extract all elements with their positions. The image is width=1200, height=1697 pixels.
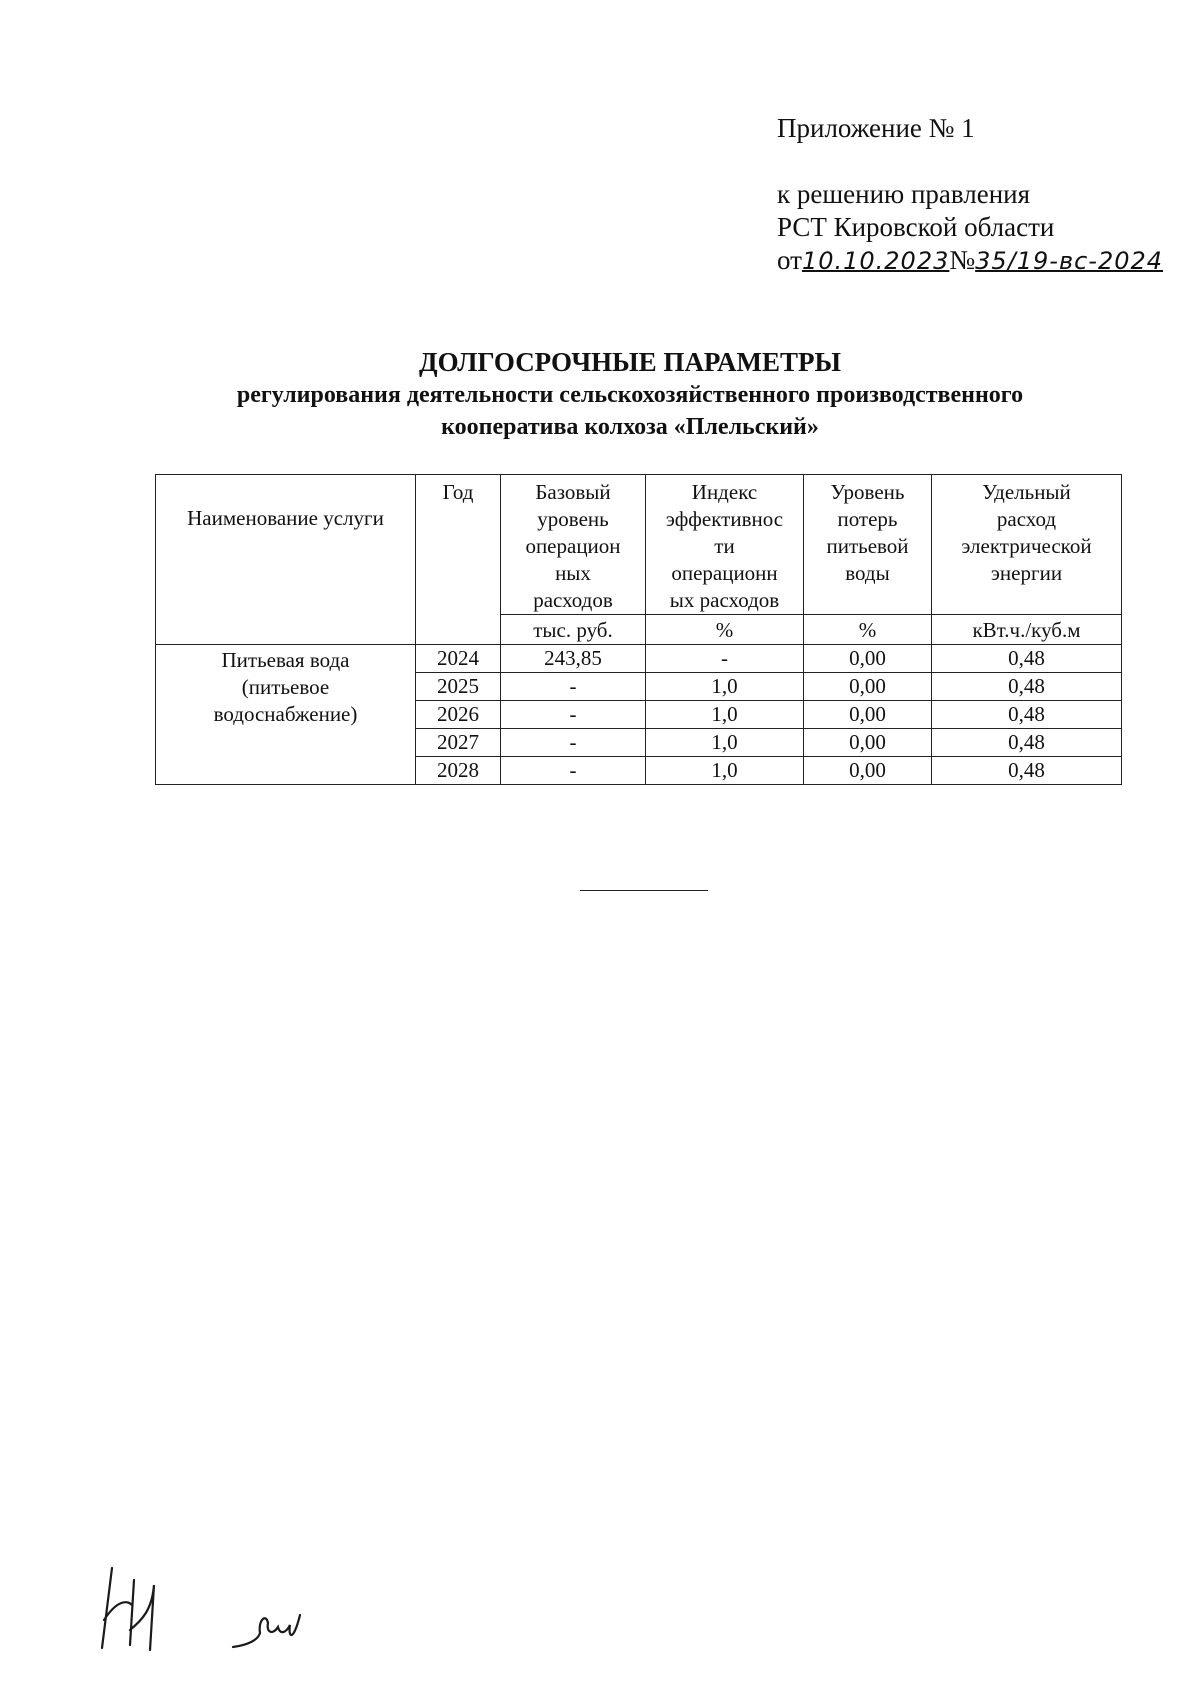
document-title <box>150 345 1110 443</box>
title-line-3: кооператива колхоза «Плельский» <box>441 414 819 440</box>
row-energy: 0,48 <box>932 645 1122 673</box>
appendix-line-1: к решению правления <box>777 179 1031 209</box>
row-loss: 0,00 <box>804 673 932 701</box>
row-energy: 0,48 <box>932 729 1122 757</box>
decision-date-line <box>777 244 1163 278</box>
row-energy: 0,48 <box>932 757 1122 785</box>
appendix-line-2: РСТ Кировской области <box>777 212 1055 242</box>
row-energy: 0,48 <box>932 673 1122 701</box>
header-base-level: Базовый уровень операцион ных расходов <box>501 475 646 615</box>
unit-loss: % <box>804 615 932 645</box>
row-index: 1,0 <box>646 757 804 785</box>
service-name: Питьевая вода (питьевое водоснабжение) <box>156 645 416 785</box>
row-base: - <box>501 757 646 785</box>
header-energy-consumption: Удельный расход электрической энергии <box>932 475 1122 615</box>
row-base: - <box>501 673 646 701</box>
end-of-document-line <box>580 890 708 891</box>
row-year: 2026 <box>416 701 501 729</box>
header-year: Год <box>416 475 501 645</box>
header-efficiency-index: Индекс эффективнос ти операционн ых расходов <box>646 475 804 615</box>
header-service: Наименование услуги <box>156 475 416 645</box>
date-prefix: от <box>777 245 802 275</box>
row-index: 1,0 <box>646 701 804 729</box>
header-water-loss: Уровень потерь питьевой воды <box>804 475 932 615</box>
row-base: 243,85 <box>501 645 646 673</box>
row-base: - <box>501 729 646 757</box>
row-year: 2024 <box>416 645 501 673</box>
appendix-number: Приложение № 1 <box>777 113 975 143</box>
row-loss: 0,00 <box>804 729 932 757</box>
unit-energy: кВт.ч./куб.м <box>932 615 1122 645</box>
unit-base-level: тыс. руб. <box>501 615 646 645</box>
row-energy: 0,48 <box>932 701 1122 729</box>
parameters-table <box>155 474 1122 785</box>
title-line-2: регулирования деятельности сельскохозяйственного производственного <box>236 382 1024 408</box>
title-line-1: ДОЛГОСРОЧНЫЕ ПАРАМЕТРЫ <box>419 347 841 377</box>
row-loss: 0,00 <box>804 701 932 729</box>
unit-efficiency: % <box>646 615 804 645</box>
row-loss: 0,00 <box>804 757 932 785</box>
row-year: 2028 <box>416 757 501 785</box>
row-index: - <box>646 645 804 673</box>
row-year: 2027 <box>416 729 501 757</box>
decision-number: 35/19-вс-2024 <box>975 247 1164 275</box>
row-base: - <box>501 701 646 729</box>
decision-date: 10.10.2023 <box>801 247 950 275</box>
row-year: 2025 <box>416 673 501 701</box>
signature-initials <box>92 1560 182 1655</box>
row-index: 1,0 <box>646 673 804 701</box>
table-row <box>156 645 1122 673</box>
number-prefix: № <box>949 245 976 275</box>
row-loss: 0,00 <box>804 645 932 673</box>
signature-initials-2 <box>228 1605 308 1655</box>
header-row <box>156 475 1122 615</box>
appendix-block <box>777 112 1163 278</box>
row-index: 1,0 <box>646 729 804 757</box>
